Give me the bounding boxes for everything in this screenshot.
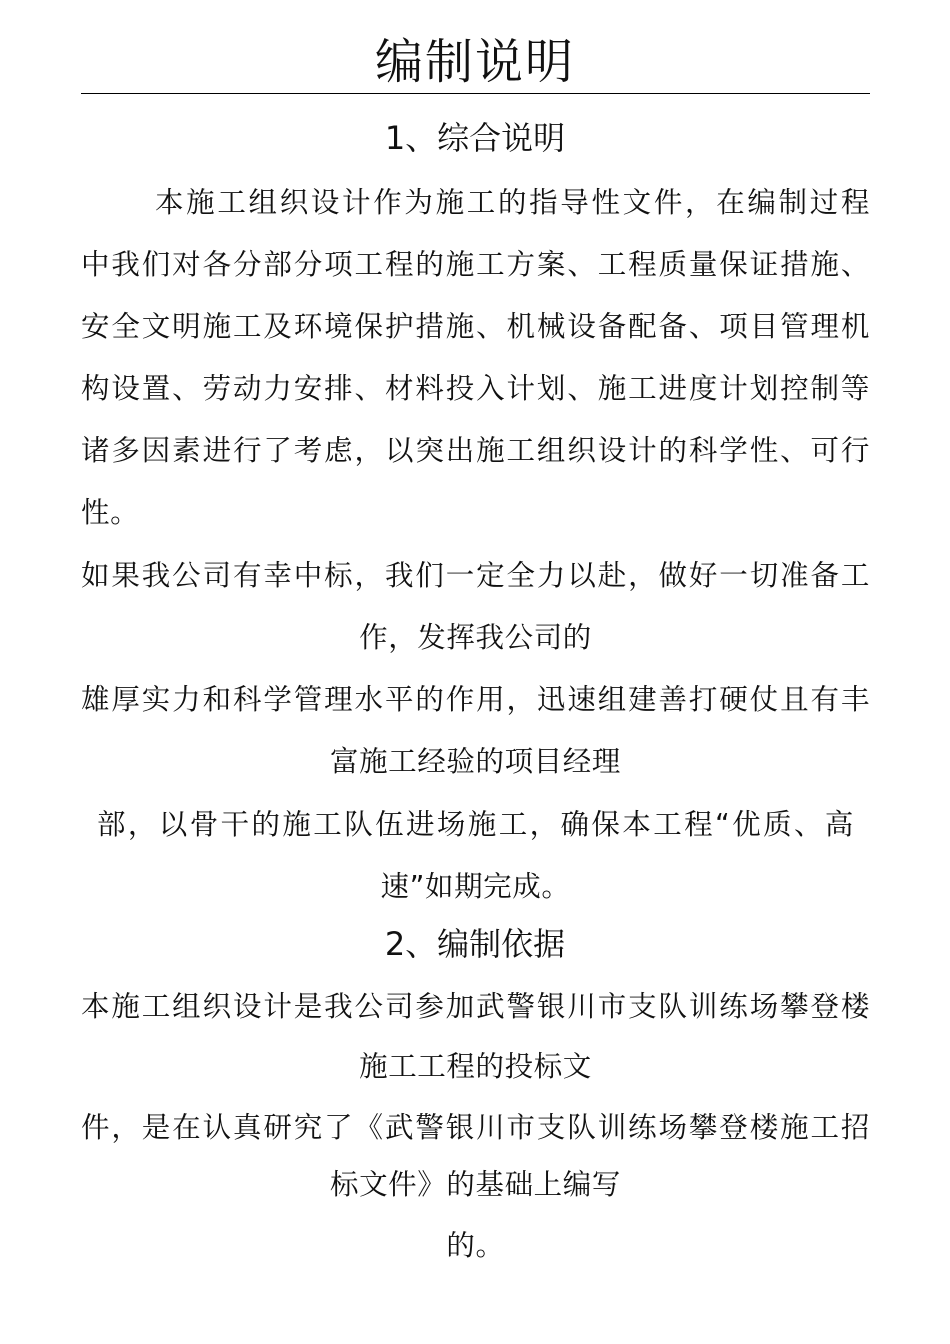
paragraph-line: 本施工组织设计作为施工的指导性文件，在编制过程 — [155, 186, 870, 219]
paragraph-line: 本施工组织设计是我公司参加武警银川市支队训练场攀登楼 — [81, 990, 870, 1023]
paragraph-line: 富施工经验的项目经理 — [329, 745, 621, 778]
section-heading-basis: 2、编制依据 — [384, 925, 566, 963]
section-heading-overview: 1、综合说明 — [384, 119, 566, 157]
paragraph-line: 安全文明施工及环境保护措施、机械设备配备、项目管理机 — [81, 310, 870, 343]
paragraph-line: 标文件》的基础上编写 — [329, 1168, 621, 1201]
paragraph-line: 中我们对各分部分项工程的施工方案、工程质量保证措施、 — [81, 248, 870, 281]
paragraph-line: 作，发挥我公司的 — [359, 621, 592, 654]
paragraph-line: 如果我公司有幸中标，我们一定全力以赴，做好一切准备工 — [81, 559, 870, 592]
document-title: 编制说明 — [374, 34, 575, 90]
paragraph-line: 雄厚实力和科学管理水平的作用，迅速组建善打硬仗且有丰 — [81, 683, 870, 716]
title-underline — [81, 93, 870, 94]
paragraph-line: 施工工程的投标文 — [359, 1050, 592, 1083]
paragraph-line: 构设置、劳动力安排、材料投入计划、施工进度计划控制等 — [81, 372, 870, 405]
paragraph-line: 部，以骨干的施工队伍进场施工，确保本工程“优质、高 — [97, 808, 854, 841]
paragraph-line: 速”如期完成。 — [380, 870, 571, 903]
paragraph-line: 诸多因素进行了考虑，以突出施工组织设计的科学性、可行 — [81, 434, 870, 467]
paragraph-line: 件，是在认真研究了《武警银川市支队训练场攀登楼施工招 — [81, 1111, 870, 1144]
paragraph-line: 性。 — [81, 496, 140, 529]
paragraph-line: 的。 — [446, 1229, 505, 1262]
